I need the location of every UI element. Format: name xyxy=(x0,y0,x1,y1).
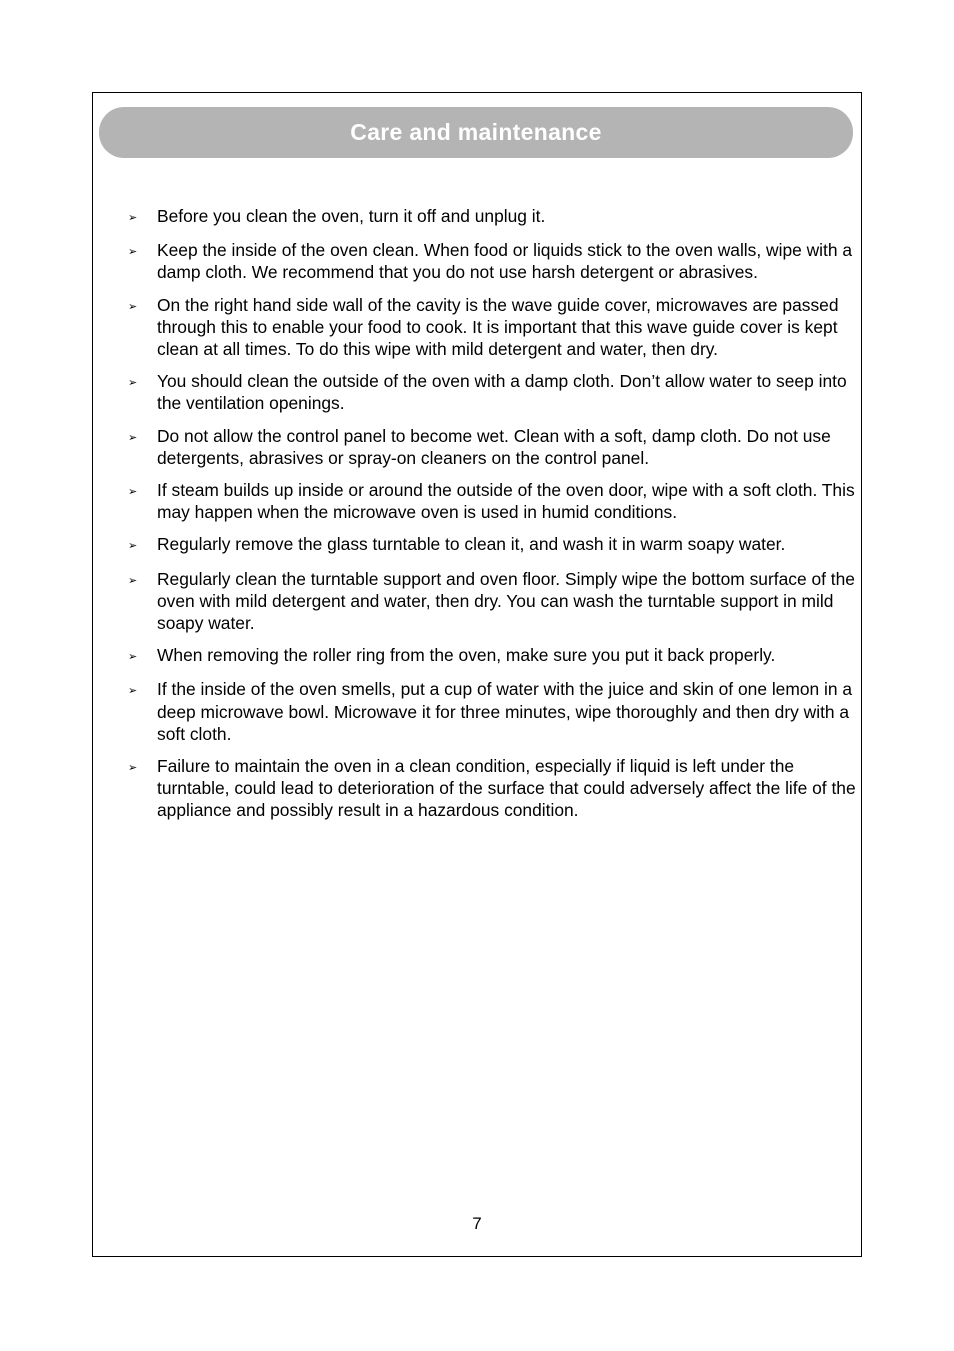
list-item-text: Keep the inside of the oven clean. When food or liquids stick to the oven walls, wipe with a damp cloth. We recommend that you do not use harsh detergent or abrasives. xyxy=(157,240,853,283)
section-title-bar xyxy=(99,107,853,158)
arrowhead-bullet-icon: ➢ xyxy=(128,300,138,313)
list-item xyxy=(123,205,859,229)
arrowhead-bullet-icon: ➢ xyxy=(128,246,138,259)
arrowhead-bullet-icon: ➢ xyxy=(128,486,138,499)
list-item xyxy=(123,239,859,283)
list-item-text: Failure to maintain the oven in a clean condition, especially if liquid is left under the turntable, could lead to deterioration of the surface that could adversely affect the life of the appliance and possibly result in a hazardous condition. xyxy=(157,756,856,821)
list-item xyxy=(123,294,859,361)
list-item xyxy=(123,533,859,557)
list-item-text: If the inside of the oven smells, put a cup of water with the juice and skin of one lemon in a deep microwave bowl. Microwave it for three minutes, wipe thoroughly and then dry with a soft cloth. xyxy=(157,679,853,744)
list-item-text: You should clean the outside of the oven with a damp cloth. Don’t allow water to seep into the ventilation openings. xyxy=(157,371,847,414)
list-item-text: Before you clean the oven, turn it off and unplug it. xyxy=(157,206,546,226)
page-number: 7 xyxy=(472,1214,482,1233)
list-item xyxy=(123,425,859,469)
list-item-text: On the right hand side wall of the cavity is the wave guide cover, microwaves are passed through this to enable your food to cook. It is important that this wave guide cover is kept clean at all times. To do this wipe with mild detergent and water, then dry. xyxy=(157,294,839,360)
arrowhead-bullet-icon: ➢ xyxy=(128,685,138,698)
arrowhead-bullet-icon: ➢ xyxy=(128,762,138,775)
page-frame xyxy=(92,92,862,1257)
arrowhead-bullet-icon: ➢ xyxy=(128,651,138,664)
list-item xyxy=(123,568,859,635)
list-item-text: Regularly remove the glass turntable to clean it, and wash it in warm soapy water. xyxy=(157,534,786,555)
list-item xyxy=(123,755,859,822)
list-item xyxy=(123,644,859,668)
arrowhead-bullet-icon: ➢ xyxy=(128,574,138,587)
arrowhead-bullet-icon: ➢ xyxy=(128,540,138,553)
page-title: Care and maintenance xyxy=(350,119,602,145)
list-item-text: Regularly clean the turntable support and oven floor. Simply wipe the bottom surface of the oven with mild detergent and water, then dry. You can wash the turntable support in mild soapy water. xyxy=(157,568,855,634)
list-item-text: Do not allow the control panel to become wet. Clean with a soft, damp cloth. Do not use detergents, abrasives or spray-on cleaners on the control panel. xyxy=(157,425,831,468)
arrowhead-bullet-icon: ➢ xyxy=(128,431,138,444)
list-item xyxy=(123,479,859,523)
list-item xyxy=(123,678,859,745)
list-item-text: If steam builds up inside or around the outside of the oven door, wipe with a soft cloth. This may happen when the microwave oven is used in humid conditions. xyxy=(157,480,855,523)
care-instructions-list xyxy=(123,205,859,832)
list-item xyxy=(123,370,859,414)
arrowhead-bullet-icon: ➢ xyxy=(128,212,138,224)
arrowhead-bullet-icon: ➢ xyxy=(128,377,138,390)
list-item-text: When removing the roller ring from the oven, make sure you put it back properly. xyxy=(157,645,776,666)
